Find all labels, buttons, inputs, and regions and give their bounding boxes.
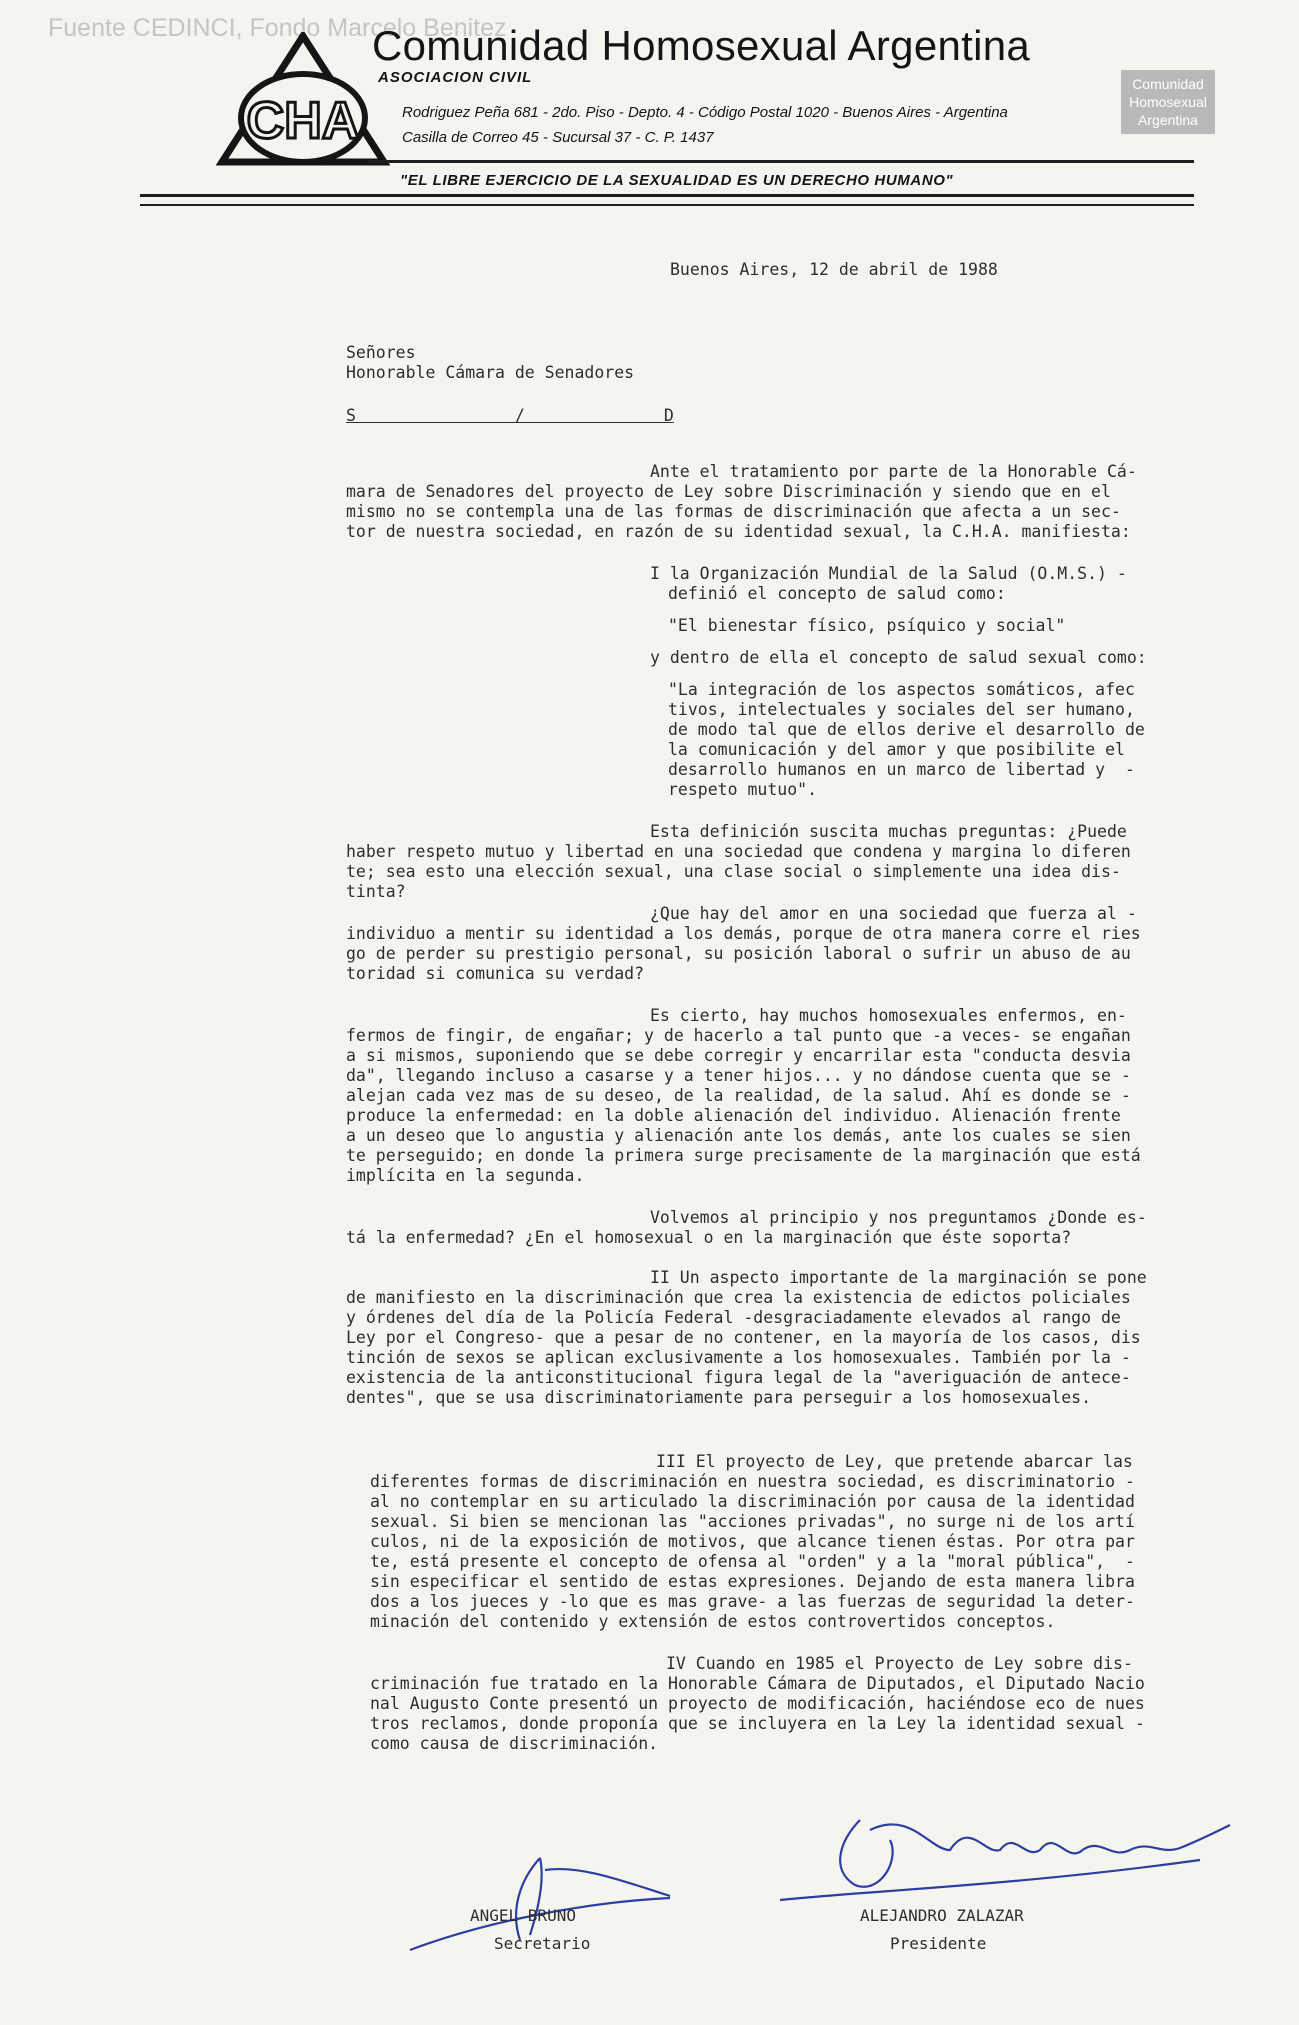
org-po-box: Casilla de Correo 45 - Sucursal 37 - C. P. 1437 — [402, 129, 714, 146]
motto: "EL LIBRE EJERCICIO DE LA SEXUALIDAD ES UN DERECHO HUMANO" — [400, 172, 954, 189]
body-line: tor de nuestra sociedad, en razón de su identidad sexual, la C.H.A. manifiesta: — [346, 522, 1131, 541]
body-line: Volvemos al principio y nos preguntamos ¿Donde es- — [650, 1208, 1147, 1227]
archive-watermark: Fuente CEDINCI, Fondo Marcelo Benitez — [48, 14, 507, 42]
body-line: culos, ni de la exposición de motivos, que alcance tienen éstas. Por otra par — [370, 1532, 1135, 1551]
body-line: te, está presente el concepto de ofensa al "orden" y a la "moral pública", - — [370, 1552, 1135, 1571]
body-line: como causa de discriminación. — [370, 1734, 659, 1753]
body-line: III El proyecto de Ley, que pretende abarcar las — [656, 1452, 1133, 1471]
body-line: alejan cada vez mas de su deseo, de la realidad, de la salud. Ahí es donde se - — [346, 1086, 1131, 1105]
body-line: I la Organización Mundial de la Salud (O.M.S.) - — [650, 564, 1127, 583]
body-line: fermos de fingir, de engañar; y de hacerlo a tal punto que -a veces- se engañan — [346, 1026, 1131, 1045]
body-line: sin especificar el sentido de estas expresiones. Dejando de esta manera libra — [370, 1572, 1135, 1591]
body-line: tinta? — [346, 882, 406, 901]
letterhead-rule-bottom-thin — [140, 204, 1194, 206]
signatory-role-presidente: Presidente — [890, 1934, 987, 1953]
body-line: a si mismos, suponiendo que se debe corregir y encarrilar esta "conducta desvia — [346, 1046, 1131, 1065]
body-line: mara de Senadores del proyecto de Ley sobre Discriminación y siendo que en el — [346, 482, 1111, 501]
body-line: te; sea esto una elección sexual, una clase social o simplemente una idea dis- — [346, 862, 1121, 881]
logo-letters: CHA — [246, 92, 360, 150]
body-line: haber respeto mutuo y libertad en una sociedad que condena y margina lo diferen — [346, 842, 1131, 861]
body-line: diferentes formas de discriminación en nuestra sociedad, es discriminatorio - — [370, 1472, 1135, 1491]
body-line: y órdenes del día de la Policía Federal -desgraciadamente elevados al rango de — [346, 1308, 1121, 1327]
body-line: IV Cuando en 1985 el Proyecto de Ley sobre dis- — [666, 1654, 1133, 1673]
body-line: ¿Que hay del amor en una sociedad que fuerza al - — [650, 904, 1137, 923]
body-line: dos a los jueces y -lo que es mas grave- a las fuerzas de seguridad la deter- — [370, 1592, 1135, 1611]
signatory-name-presidente: ALEJANDRO ZALAZAR — [860, 1906, 1024, 1925]
body-line: tá la enfermedad? ¿En el homosexual o en la marginación que éste soporta? — [346, 1228, 1072, 1247]
body-line: al no contemplar en su articulado la discriminación por causa de la identidad — [370, 1492, 1135, 1511]
body-line: Esta definición suscita muchas preguntas: ¿Puede — [650, 822, 1127, 841]
body-line: Es cierto, hay muchos homosexuales enfermos, en- — [650, 1006, 1127, 1025]
body-line: existencia de la anticonstitucional figura legal de la "averiguación de antece- — [346, 1368, 1131, 1387]
body-line: te perseguido; en donde la primera surge precisamente de la marginación que está — [346, 1146, 1141, 1165]
org-subtitle: ASOCIACION CIVIL — [378, 69, 533, 86]
body-line: "El bienestar físico, psíquico y social" — [668, 616, 1066, 635]
letterhead-rule-top — [368, 160, 1194, 163]
stamp-line: Argentina — [1138, 112, 1198, 128]
body-line: implícita en la segunda. — [346, 1166, 585, 1185]
body-line: minación del contenido y extensión de estos controvertidos conceptos. — [370, 1612, 1056, 1631]
body-line: II Un aspecto importante de la marginación se pone — [650, 1268, 1147, 1287]
org-name: Comunidad Homosexual Argentina — [372, 22, 1031, 69]
body-line: desarrollo humanos en un marco de libertad y - — [668, 760, 1135, 779]
body-line: de modo tal que de ellos derive el desarrollo de — [668, 720, 1145, 739]
body-line: tinción de sexos se aplican exclusivamente a los homosexuales. También por la - — [346, 1348, 1131, 1367]
body-line: go de perder su prestigio personal, su posición laboral o sufrir un abuso de au — [346, 944, 1131, 963]
body-line: tros reclamos, donde proponía que se incluyera en la Ley la identidad sexual - — [370, 1714, 1145, 1733]
signatory-name-secretario: ANGEL BRUNO — [470, 1906, 576, 1925]
stamp-line: Homosexual — [1129, 94, 1207, 110]
body-line: Ante el tratamiento por parte de la Honorable Cá- — [650, 462, 1137, 481]
body-line: tivos, intelectuales y sociales del ser humano, — [668, 700, 1135, 719]
letterhead-rule-bottom — [140, 194, 1194, 197]
body-line: produce la enfermedad: en la doble alienación del individuo. Alienación frente — [346, 1106, 1121, 1125]
salutation: Señores — [346, 343, 416, 362]
body-line: definió el concepto de salud como: — [668, 584, 1006, 603]
archive-stamp — [1121, 70, 1215, 134]
body-line: da", llegando incluso a casarse y a tener hijos... y no dándose cuenta que se - — [346, 1066, 1131, 1085]
body-line: a un deseo que lo angustia y alienación ante los demás, ante los cuales se sien — [346, 1126, 1131, 1145]
body-line: individuo a mentir su identidad a los demás, porque de otra manera corre el ries — [346, 924, 1141, 943]
letter-date: Buenos Aires, 12 de abril de 1988 — [670, 260, 998, 279]
body-line: y dentro de ella el concepto de salud sexual como: — [650, 648, 1147, 667]
body-line: sexual. Si bien se mencionan las "acciones privadas", no surge ni de los artí — [370, 1512, 1135, 1531]
body-line: toridad si comunica su verdad? — [346, 964, 645, 983]
stamp-line: Comunidad — [1132, 76, 1204, 92]
body-line: respeto mutuo". — [668, 780, 818, 799]
body-line: criminación fue tratado en la Honorable Cámara de Diputados, el Diputado Nacio — [370, 1674, 1145, 1693]
body-line: la comunicación y del amor y que posibilite el — [668, 740, 1125, 759]
body-line: mismo no se contempla una de las formas de discriminación que afecta a un sec- — [346, 502, 1121, 521]
body-line: Ley por el Congreso- que a pesar de no contener, en la mayoría de los casos, dis — [346, 1328, 1141, 1347]
body-line: nal Augusto Conte presentó un proyecto de modificación, haciéndose eco de nues — [370, 1694, 1145, 1713]
recipient: Honorable Cámara de Senadores — [346, 363, 635, 382]
body-line: de manifiesto en la discriminación que crea la existencia de edictos policiales — [346, 1288, 1131, 1307]
signatory-role-secretario: Secretario — [494, 1934, 591, 1953]
body-line: dentes", que se usa discriminatoriamente para perseguir a los homosexuales. — [346, 1388, 1092, 1407]
cha-logo — [216, 32, 390, 172]
org-address: Rodriguez Peña 681 - 2do. Piso - Depto. 4 - Código Postal 1020 - Buenos Aires - Argentina — [402, 104, 1008, 121]
body-line: "La integración de los aspectos somáticos, afec — [668, 680, 1135, 699]
recipient-sd: S / D — [346, 406, 674, 425]
